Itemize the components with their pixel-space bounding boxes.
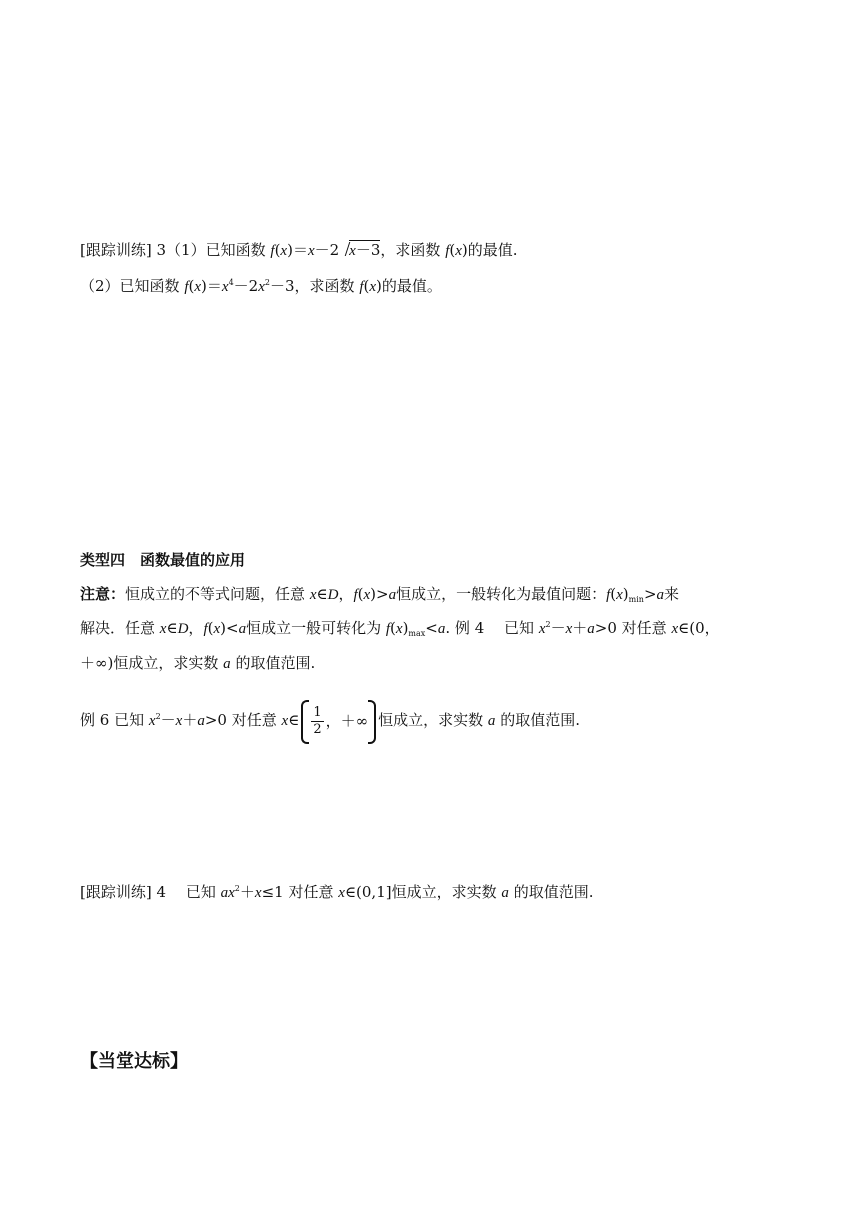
follow3-p1-label: （1） xyxy=(166,241,206,259)
follow3-p1-text: 已知函数 xyxy=(205,241,266,259)
follow4-num: 4 xyxy=(156,883,167,901)
ex6-text-b: 对任意 xyxy=(231,711,277,729)
type4-note-line1: 注意：恒成立的不等式问题，任意 x∈D，f(x)>a恒成立，一般转化为最值问题：$f(x)_{min}>a$来 xyxy=(80,585,680,604)
ex6-text-d: 的取值范围. xyxy=(500,711,580,729)
ex6-text-c: 恒成立，求实数 xyxy=(378,711,484,729)
type4-note-line2: 解决．任意 x∈D，f(x)<a恒成立一般可转化为 $f(x)_{max}<a$. 例 4 已知 $x^2-x+a>0$ 对任意 x∈(0， xyxy=(80,619,720,638)
follow3-part2: （2）已知函数 $f(x)=x^4-2x^2-3$，求函数 f(x)的最值。 xyxy=(80,277,442,295)
ex4-text-d: 的取值范围. xyxy=(235,654,316,672)
ex4-line2: ＋∞)恒成立，求实数 a 的取值范围. xyxy=(80,654,316,672)
ex4-text-b: 对任意 xyxy=(621,619,667,637)
note2-text-b: 恒成立一般可转化为 xyxy=(246,619,382,637)
sqrt-symbol: x－3 xyxy=(341,240,380,261)
ex6-line: 例 6 已知 $x^2-x+a>0$ 对任意 x∈ $\frac{1}{2}$ ，＋∞ 恒成立，求实数 a 的取值范围. xyxy=(80,698,580,744)
note-text-a: 恒成立的不等式问题，任意 xyxy=(125,585,306,603)
follow3-part1: [跟踪训练] 3（1）已知函数 f(x)＝x－2 x－3，求函数 f(x)的最值. xyxy=(80,241,518,259)
follow4-line: [跟踪训练] 4 已知 $ax^2+x\le 1$ 对任意 x∈(0,1]恒成立，求实数 a 的取值范围. xyxy=(80,883,594,901)
ex4-text-a: 已知 xyxy=(504,619,535,637)
ex6-label: 例 6 xyxy=(80,711,110,729)
math-expr: f xyxy=(270,243,275,259)
follow3-p2-text-b: ，求函数 xyxy=(294,277,355,295)
follow4-text-d: 的取值范围. xyxy=(513,883,594,901)
follow3-num: 3 xyxy=(156,241,167,259)
note2-text-a: 解决．任意 xyxy=(80,619,156,637)
type4-heading: 类型四 函数最值的应用 xyxy=(80,551,246,569)
follow4-text-b: 对任意 xyxy=(288,883,334,901)
ex4-label: 例 4 xyxy=(454,619,485,637)
follow3-p2-text: 已知函数 xyxy=(119,277,180,295)
follow4-text-a: 已知 xyxy=(185,883,216,901)
follow3-p2-label: （2） xyxy=(80,277,120,295)
note-text-b: 恒成立，一般转化为最值问题： xyxy=(396,585,607,603)
ex6-text-a: 已知 xyxy=(114,711,145,729)
section-title: 【当堂达标】 xyxy=(80,1051,188,1072)
ex4-text-c: 恒成立，求实数 xyxy=(113,654,219,672)
note-label: 注意： xyxy=(80,585,126,603)
follow3-p1-text-c: 的最值. xyxy=(467,241,518,259)
follow3-tag: [跟踪训练] xyxy=(80,241,152,259)
follow3-p2-text-c: 的最值。 xyxy=(381,277,442,295)
note-text-c: 来 xyxy=(664,585,680,603)
follow3-p1-text-b: ，求函数 xyxy=(380,241,441,259)
follow4-tag: [跟踪训练] xyxy=(80,883,152,901)
follow4-text-c: 恒成立，求实数 xyxy=(391,883,497,901)
interval-bracket: $\frac{1}{2}$ ，＋∞ xyxy=(301,699,376,744)
